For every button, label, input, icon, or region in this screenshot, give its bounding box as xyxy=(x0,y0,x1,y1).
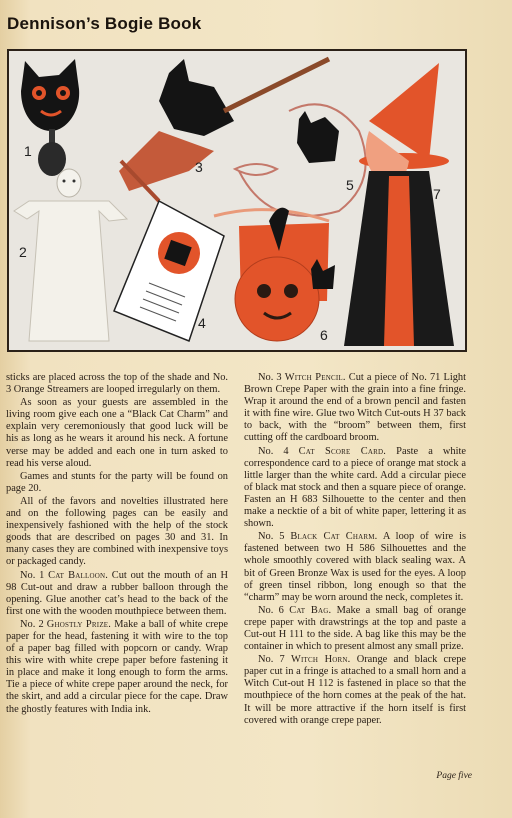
right-text-column xyxy=(244,372,466,728)
ghostly-prize-figure xyxy=(14,169,127,341)
paragraph: Games and stunts for the party will be found on page 20. xyxy=(6,470,228,494)
witch-horn-figure xyxy=(344,63,454,346)
item-number-6: 6 xyxy=(320,327,328,343)
item-number-7: 7 xyxy=(433,186,441,202)
page-number: Page five xyxy=(436,771,472,781)
item-description-3: No. 3 Witch Pencil. Cut a piece of No. 71 Light Brown Crepe Paper with the grain into a fine fringe. Wrap it around the end of a brown pencil and fasten it with fine wire. Glue two Witch Cut-outs H 37 back to back, with the “broom” between them, first cutting off the cardboard broom. xyxy=(244,372,466,444)
page-header: Dennison’s Bogie Book xyxy=(7,14,202,33)
black-cat-charm-figure xyxy=(235,104,366,216)
item-number-2: 2 xyxy=(19,244,27,260)
illustration-plate xyxy=(7,49,467,352)
halloween-novelties-illustration xyxy=(9,51,465,350)
item-description-2: No. 2 Ghostly Prize. Make a ball of white crepe paper for the head, fastening it with wire to the top of a paper bag filled with popcorn or candy. Wrap this wire with white crepe paper before fastening it in place and make it long enough to form the arms. Tie a piece of white crepe paper around the neck, for the skirt, and add a circular piece for the cape. Draw the ghostly features with India ink. xyxy=(6,618,229,715)
paragraph: As soon as your guests are assembled in the living room give each one a “Black Cat Charm” and explain very ceremoniously that good luck will be his as long as he wears it around his neck. A fortune verse may be added and each one in turn asked to read his verse aloud. xyxy=(6,397,228,469)
item-description-5: No. 5 Black Cat Charm. A loop of wire is fastened between two H 586 Silhouettes and the whole smoothly covered with black sealing wax. A bit of Green Bronze Wax is used for the eyes. A loop of green tinsel ribbon, long enough so that the “charm” may be worn around the neck, completes it. xyxy=(244,531,467,603)
paragraph: All of the favors and novelties illustrated here and on the following pages can be easily and inexpensively fashioned with the help of the stock goods that are described on pages 30 and 31. In many cases they are combined with inexpensive toys or packaged candy. xyxy=(6,495,228,568)
item-number-5: 5 xyxy=(346,177,354,193)
item-description-4: No. 4 Cat Score Card. Paste a white correspondence card to a piece of orange mat stock a little larger than the white card. Add a circular piece of black mat stock and then a square piece of orange. Fasten an H 683 Silhouette to the center and then make a necktie of a bit of white paper, lettering it as shown. xyxy=(244,445,466,530)
item-description-7: No. 7 Witch Horn. Orange and black crepe paper cut in a fringe is attached to a small horn and a Witch Cut-out H 112 is fastened in place so that the mouthpiece of the horn comes at the peak of the hat. It will be more attractive if the horn itself is first covered with orange crepe paper. xyxy=(244,654,466,726)
item-number-1: 1 xyxy=(24,143,32,159)
cat-score-card-figure xyxy=(114,201,224,341)
item-number-3: 3 xyxy=(195,159,203,175)
item-description-1: No. 1 Cat Balloon. Cut out the mouth of an H 98 Cut-out and draw a rubber balloon through the opening. Glue another cat’s head to the back of the first one with the wooden mouthpiece between them. xyxy=(6,569,228,617)
cat-bag-figure xyxy=(214,208,335,341)
paragraph: sticks are placed across the top of the shade and No. 3 Orange Streamers are looped irregularly on them. xyxy=(6,372,228,396)
item-description-6: No. 6 Cat Bag. Make a small bag of orange crepe paper with drawstrings at the top and paste a Cut-out H 111 to the side. A bag like this may be the container in which to present almost any small prize. xyxy=(244,604,467,653)
item-number-4: 4 xyxy=(198,315,206,331)
left-text-column xyxy=(6,372,228,717)
witch-pencil-figure xyxy=(119,59,329,201)
